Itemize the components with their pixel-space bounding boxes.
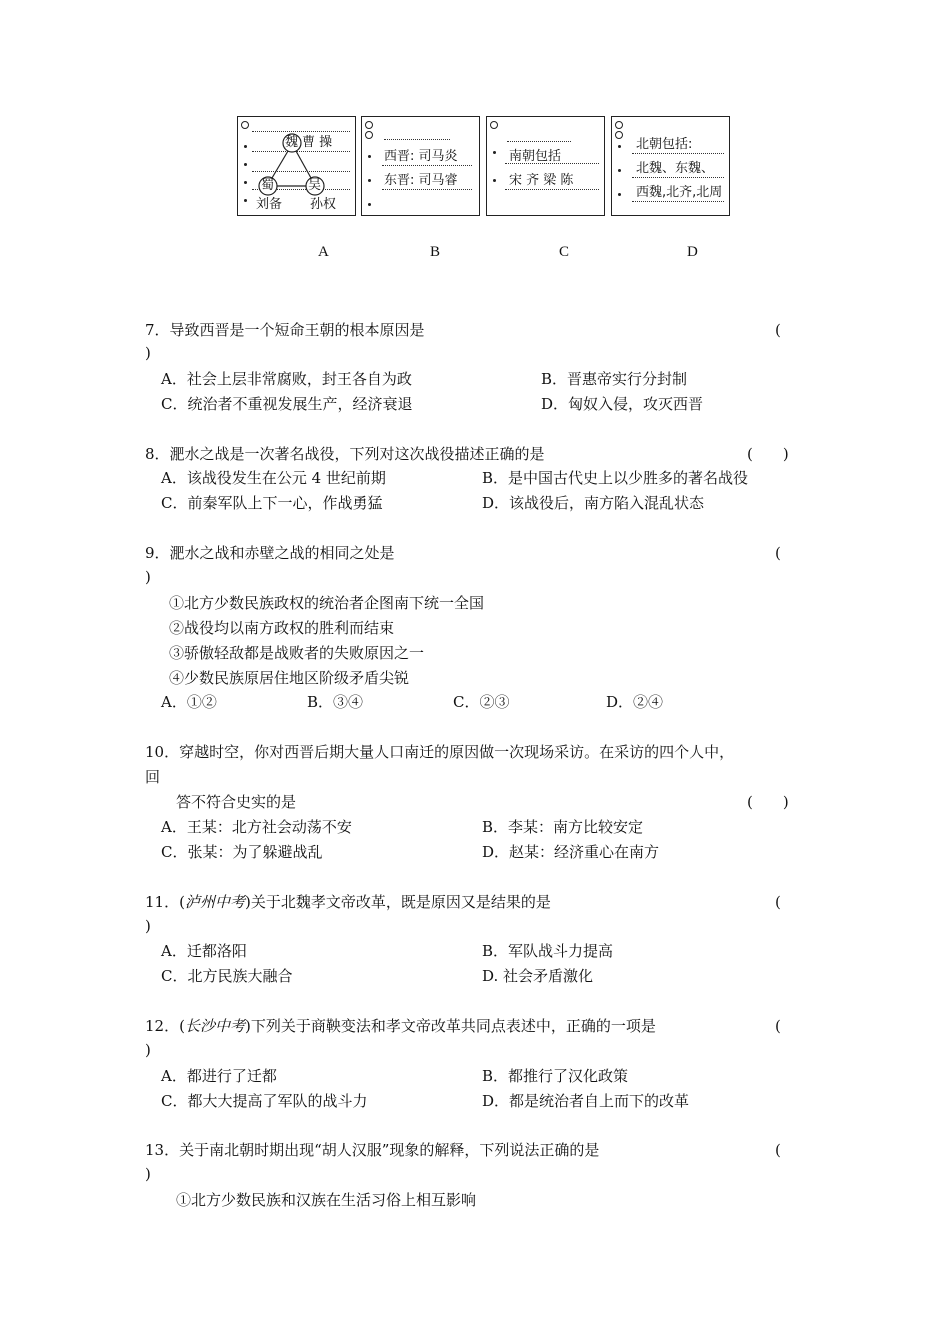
caption-c: C [559, 244, 570, 260]
q9-statement-3: ③骄傲轻敌都是战败者的失败原因之一 [169, 644, 425, 662]
q7-paren-close: ) [145, 344, 151, 362]
q13-paren-close: ) [145, 1165, 151, 1183]
q10-stem-line-1: 10．穿越时空，你对西晋后期大量人口南迁的原因做一次现场采访。在采访的四个人中， [145, 743, 735, 761]
q7-option-d: D．匈奴入侵，攻灭西晋 [541, 395, 704, 413]
q11-number: 11．( [145, 893, 185, 911]
note-b-line-1: 西晋: 司马炎 [384, 149, 458, 164]
q8-option-b: B．是中国古代史上以少胜多的著名战役 [482, 469, 749, 487]
q13-stem: 13．关于南北朝时期出现“胡人汉服”现象的解释，下列说法正确的是 [145, 1141, 600, 1159]
q11-stem-text: )关于北魏孝文帝改革，既是原因又是结果的是 [244, 893, 551, 911]
q12-paren-close: ) [145, 1041, 151, 1059]
note-card-d [611, 116, 730, 216]
q7-option-b: B．晋惠帝实行分封制 [541, 370, 688, 388]
caption-a: A [318, 244, 329, 260]
q11-stem [145, 892, 551, 912]
note-d-line-1: 北朝包括: [636, 137, 693, 152]
q12-option-d: D．都是统治者自上而下的改革 [482, 1092, 690, 1110]
label-sun-quan: 孙权 [310, 197, 337, 212]
q9-stem: 9．淝水之战和赤壁之战的相同之处是 [145, 544, 395, 562]
q12-option-c: C．都大大提高了军队的战斗力 [161, 1092, 368, 1110]
q11-option-a: A．迁都洛阳 [161, 942, 247, 960]
q7-option-c: C．统治者不重视发展生产，经济衰退 [161, 395, 413, 413]
q8-option-a: A．该战役发生在公元 4 世纪前期 [161, 469, 386, 487]
q10-stem-line-3: 答不符合史实的是 [176, 793, 297, 811]
note-card-c [486, 116, 605, 216]
q7-stem: 7．导致西晋是一个短命王朝的根本原因是 [145, 321, 425, 339]
q8-stem: 8．淝水之战是一次著名战役，下列对这次战役描述正确的是 [145, 445, 545, 463]
q12-stem [145, 1016, 656, 1036]
q10-option-b: B．李某：南方比较安定 [482, 818, 644, 836]
q9-option-c: C．②③ [453, 693, 510, 711]
note-card-a [237, 116, 356, 216]
q12-stem-text: )下列关于商鞅变法和孝文帝改革共同点表述中，正确的一项是 [244, 1017, 656, 1035]
q8-paren: ( ) [747, 445, 789, 463]
q9-option-a: A．①② [161, 693, 217, 711]
label-cao-cao: 曹 操 [302, 135, 333, 150]
q8-option-d: D．该战役后，南方陷入混乱状态 [482, 494, 705, 512]
q7-option-a: A．社会上层非常腐败，封王各自为政 [161, 370, 412, 388]
q7-paren-open: ( [775, 321, 781, 339]
q11-paren-close: ) [145, 917, 151, 935]
note-d-line-2: 北魏、东魏、 [636, 161, 715, 176]
caption-d: D [687, 244, 698, 260]
note-card-b [361, 116, 480, 216]
q10-option-d: D．赵某：经济重心在南方 [482, 843, 660, 861]
q13-statement-1: ①北方少数民族和汉族在生活习俗上相互影响 [176, 1191, 477, 1209]
q12-source: 长沙中考 [184, 1017, 245, 1035]
q12-option-a: A．都进行了迁都 [161, 1067, 277, 1085]
q9-paren-close: ) [145, 568, 151, 586]
q10-paren: ( ) [747, 793, 789, 811]
q11-option-b: B．军队战斗力提高 [482, 942, 614, 960]
q9-option-d: D．②④ [606, 693, 664, 711]
q12-number: 12．( [145, 1017, 185, 1035]
label-wei: 魏 [285, 135, 299, 150]
q10-option-c: C．张某：为了躲避战乱 [161, 843, 323, 861]
note-b-line-2: 东晋: 司马睿 [384, 173, 458, 188]
q12-option-b: B．都推行了汉化政策 [482, 1067, 629, 1085]
label-liu-bei: 刘备 [256, 197, 283, 212]
q9-option-b: B．③④ [307, 693, 364, 711]
q11-option-d: D. 社会矛盾激化 [482, 967, 594, 985]
q12-paren-open: ( [775, 1017, 781, 1035]
q9-statement-4: ④少数民族原居住地区阶级矛盾尖锐 [169, 669, 410, 687]
note-c-line-2: 宋 齐 梁 陈 [509, 173, 574, 188]
note-c-line-1: 南朝包括 [509, 149, 562, 164]
label-shu: 蜀 [261, 178, 275, 193]
note-d-line-3: 西魏,北齐,北周 [636, 185, 723, 200]
label-wu: 吴 [308, 178, 322, 193]
q11-paren-open: ( [775, 893, 781, 911]
q8-option-c: C．前秦军队上下一心，作战勇猛 [161, 494, 383, 512]
q9-paren-open: ( [775, 544, 781, 562]
caption-b: B [430, 244, 441, 260]
q9-statement-1: ①北方少数民族政权的统治者企图南下统一全国 [169, 594, 485, 612]
q13-paren-open: ( [775, 1141, 781, 1159]
q11-source: 泸州中考 [184, 893, 245, 911]
q9-statement-2: ②战役均以南方政权的胜利而结束 [169, 619, 395, 637]
q10-option-a: A．王某：北方社会动荡不安 [161, 818, 352, 836]
q11-option-c: C．北方民族大融合 [161, 967, 293, 985]
q10-stem-line-2: 回 [145, 768, 161, 786]
